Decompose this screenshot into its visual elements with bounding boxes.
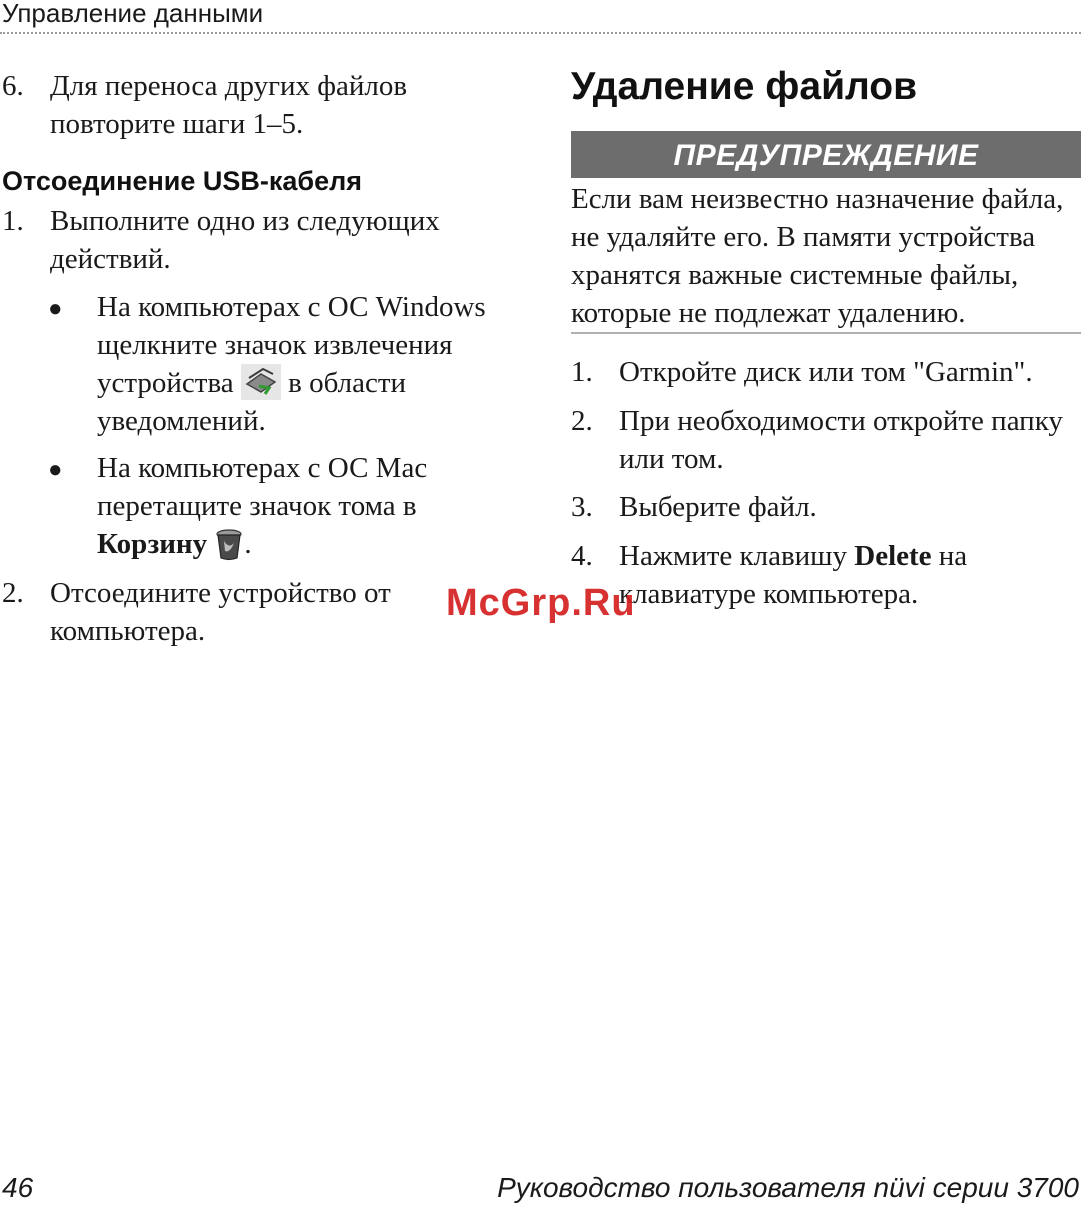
bullet-dot: ● xyxy=(48,296,63,322)
warning-label: ПРЕДУПРЕЖДЕНИЕ xyxy=(673,139,979,172)
step-number: 1. xyxy=(571,356,593,388)
watermark: McGrp.Ru xyxy=(446,582,636,624)
left-step-6 xyxy=(2,67,522,147)
right-step-1 xyxy=(571,353,1081,393)
warning-line: не удаляйте его. В памяти устройства xyxy=(571,221,1036,253)
trash-icon xyxy=(214,529,244,571)
bullet-text: На компьютерах с ОС Windows xyxy=(97,291,486,323)
step-number: 1. xyxy=(2,205,24,237)
step-text: Выполните одно из следующих xyxy=(50,205,440,237)
warning-line: хранятся важные системные файлы, xyxy=(571,259,1019,291)
step-number: 2. xyxy=(571,405,593,437)
warning-line: Если вам неизвестно назначение файла, xyxy=(571,183,1064,215)
warning-banner xyxy=(571,131,1081,178)
section-heading-usb: Отсоединение USB-кабеля xyxy=(2,166,363,196)
step-text: Выберите файл. xyxy=(619,491,817,523)
bullet-text: уведомлений. xyxy=(97,405,266,437)
right-step-4 xyxy=(571,537,1081,617)
step-text: Нажмите клавишу xyxy=(619,540,847,572)
header-divider xyxy=(0,32,1081,34)
bullet-windows xyxy=(48,288,528,448)
step-text: или том. xyxy=(619,443,724,475)
step-number: 3. xyxy=(571,491,593,523)
step-text: на xyxy=(938,540,968,572)
bullet-dot: ● xyxy=(48,457,63,483)
bullet-text: устройства xyxy=(97,367,234,399)
bullet-text: . xyxy=(244,528,252,560)
bullet-text: перетащите значок тома в xyxy=(97,490,417,522)
step-text: Для переноса других файлов xyxy=(50,70,408,102)
left-step-1 xyxy=(2,202,522,282)
manual-title: Руководство пользователя nüvi серии 3700 xyxy=(497,1172,1079,1203)
bullet-mac xyxy=(48,449,528,569)
left-step-2 xyxy=(2,574,522,654)
bullet-text: в области xyxy=(288,367,407,399)
section-heading-delete-files: Удаление файлов xyxy=(571,65,918,108)
warning-text xyxy=(571,180,1081,332)
step-text: клавиатуре компьютера. xyxy=(619,578,919,610)
step-text: повторите шаги 1–5. xyxy=(50,108,304,140)
step-text-line xyxy=(619,537,967,575)
step-text: действий. xyxy=(50,243,171,275)
key-name: Delete xyxy=(854,540,932,572)
right-step-2 xyxy=(571,402,1081,482)
step-number: 2. xyxy=(2,577,24,609)
warning-line: которые не подлежат удалению. xyxy=(571,297,966,329)
step-number: 6. xyxy=(2,70,24,102)
step-text: компьютера. xyxy=(50,615,206,647)
step-text: Откройте диск или том "Garmin". xyxy=(619,356,1033,388)
warning-bottom-rule xyxy=(571,332,1081,334)
step-text: При необходимости откройте папку xyxy=(619,405,1063,437)
bullet-text: щелкните значок извлечения xyxy=(97,329,453,361)
page-number: 46 xyxy=(2,1172,34,1203)
right-step-3 xyxy=(571,488,1081,528)
bullet-text: На компьютерах с ОС Mac xyxy=(97,452,428,484)
step-number: 4. xyxy=(571,540,593,572)
running-header: Управление данными xyxy=(2,0,264,28)
bullet-text-line xyxy=(97,525,252,571)
bullet-text-bold: Корзину xyxy=(97,528,208,560)
step-text: Отсоедините устройство от xyxy=(50,577,391,609)
